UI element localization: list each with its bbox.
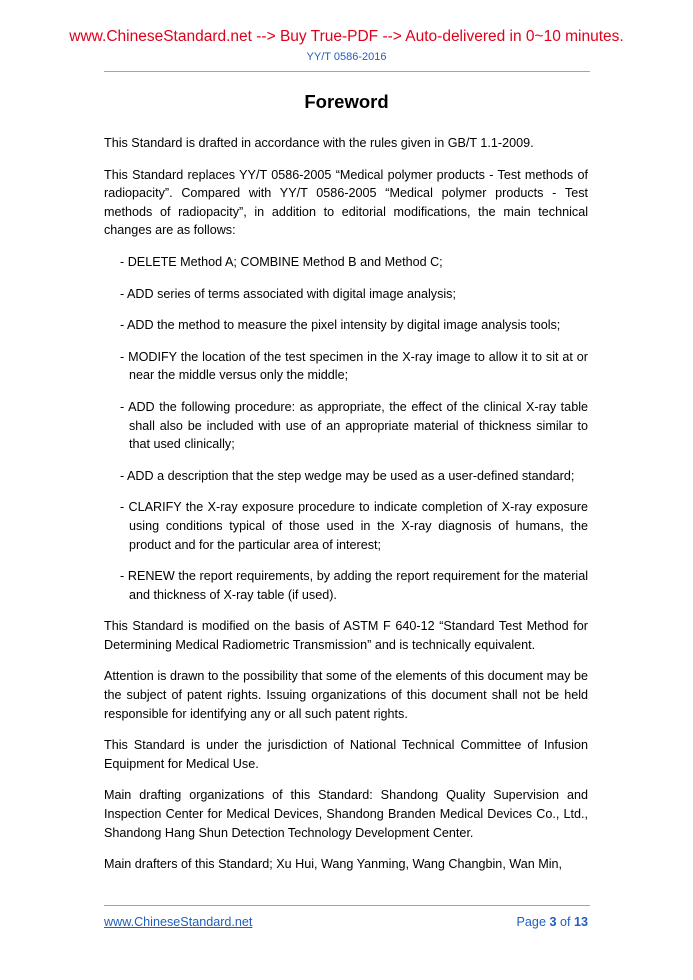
paragraph: Main drafters of this Standard; Xu Hui, Wang Yanming, Wang Changbin, Wan Min, [104, 857, 563, 872]
footer-divider [104, 905, 590, 906]
list-item: - MODIFY the location of the test specimen in the X-ray image to allow it to sit at or near the middle versus only the middle; [120, 349, 588, 383]
list-item: - ADD series of terms associated with digital image analysis; [120, 286, 456, 301]
page-current: 3 [549, 915, 557, 929]
list-item: - ADD the following procedure: as appropriate, the effect of the clinical X-ray table shall also be included with use of an appropriate material of thickness similar to that used clinically; [120, 399, 588, 452]
header-divider [104, 71, 590, 72]
paragraph: This Standard is drafted in accordance with the rules given in GB/T 1.1-2009. [104, 136, 534, 150]
page-number [517, 914, 588, 930]
paragraph: Main drafting organizations of this Standard: Shandong Quality Supervision and Inspection Center for Medical Devices, Shandong Branden Medical Devices Co., Ltd., Shandong Hang Shun Detection Technology Development Center. [104, 788, 588, 840]
footer-website-link[interactable]: www.ChineseStandard.net [104, 915, 253, 929]
document-number: YY/T 0586-2016 [306, 51, 387, 63]
paragraph: This Standard replaces YY/T 0586-2005 “Medical polymer products - Test methods of radiopacity”. Compared with YY/T 0586-2005 “Medical polymer products - Test methods of radiopacity”, in addition to editorial modifications, the main technical changes are as follows: [104, 167, 588, 238]
list-item: - ADD the method to measure the pixel intensity by digital image analysis tools; [120, 318, 561, 333]
paragraph: This Standard is under the jurisdiction of National Technical Committee of Infusion Equipment for Medical Use. [104, 738, 588, 771]
page-label: Page [516, 915, 550, 929]
header-banner[interactable]: www.ChineseStandard.net --> Buy True-PDF --> Auto-delivered in 0~10 minutes. [69, 28, 624, 45]
list-item: - CLARIFY the X-ray exposure procedure to indicate completion of X-ray exposure using conditions typical of those used in the X-ray diagnosis of humans, the product and for the particular area of interest; [120, 500, 588, 552]
page-total: 13 [573, 915, 588, 929]
page-of-label: of [556, 915, 574, 929]
paragraph: Attention is drawn to the possibility that some of the elements of this document may be the subject of patent rights. Issuing organizations of this document shall not be held responsible for identifying any or all such patent rights. [104, 669, 588, 721]
list-item: - DELETE Method A; COMBINE Method B and Method C; [120, 254, 443, 269]
technical-changes-list [104, 253, 588, 604]
list-item: - RENEW the report requirements, by adding the report requirement for the material and thickness of X-ray table (if used). [120, 569, 588, 602]
foreword-body [104, 134, 588, 887]
list-item: - ADD a description that the step wedge may be used as a user-defined standard; [120, 468, 575, 483]
page-title: Foreword [304, 91, 389, 112]
paragraph: This Standard is modified on the basis of ASTM F 640-12 “Standard Test Method for Determining Medical Radiometric Transmission” and is technically equivalent. [104, 619, 588, 652]
